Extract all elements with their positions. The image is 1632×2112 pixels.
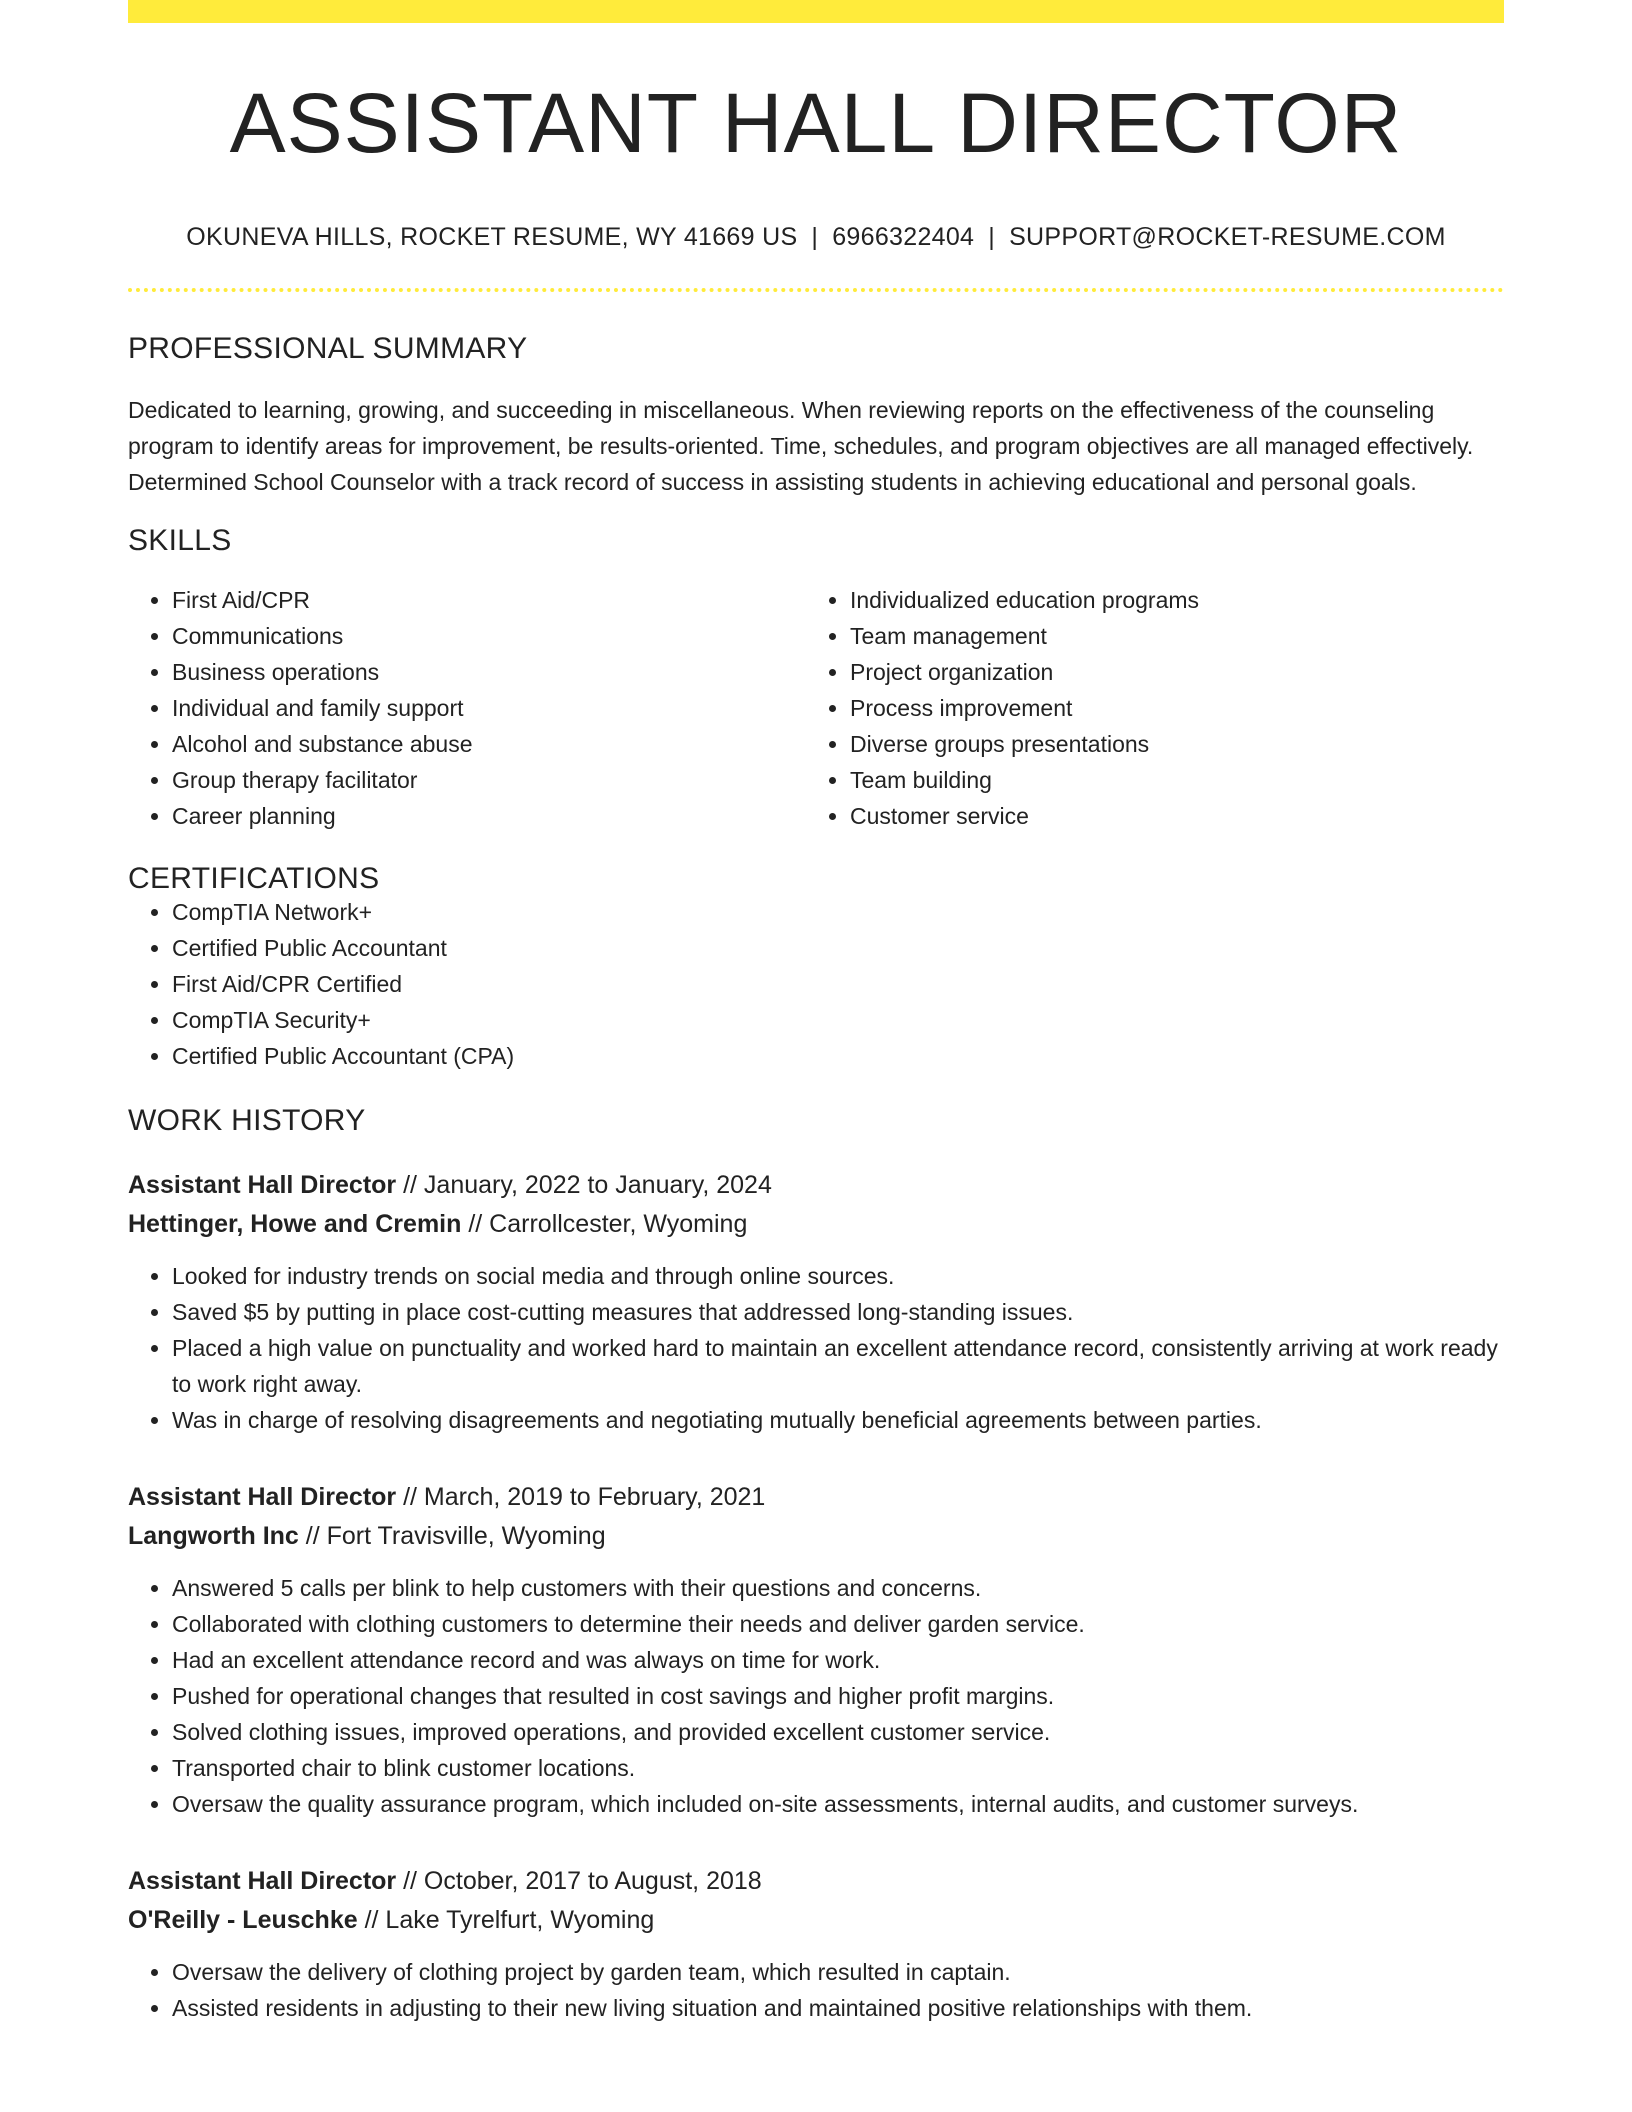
job-entry xyxy=(128,1478,1504,1822)
work-history-list xyxy=(128,1166,1504,2026)
work-history-heading: WORK HISTORY xyxy=(128,1104,366,1137)
job-role: Assistant Hall Director xyxy=(128,1867,397,1895)
skill-item: • Customer service xyxy=(850,798,1480,834)
job-location: // Lake Tyrelfurt, Wyoming xyxy=(364,1906,655,1934)
phone: 6966322404 xyxy=(832,223,975,251)
job-company-line xyxy=(128,1205,1504,1244)
contact-separator: | xyxy=(988,223,996,251)
skills-right-column xyxy=(806,582,1480,834)
skill-item: • Team building xyxy=(850,762,1480,798)
job-bullet: • Transported chair to blink customer locations. xyxy=(172,1750,1504,1786)
job-location: // Fort Travisville, Wyoming xyxy=(305,1522,606,1550)
skills-heading: SKILLS xyxy=(128,524,232,557)
job-company: Hettinger, Howe and Cremin xyxy=(128,1210,462,1238)
job-company-line xyxy=(128,1901,1504,1940)
skills-left-column xyxy=(128,582,806,834)
job-bullet: • Saved $5 by putting in place cost-cutting measures that addressed long-standing issues. xyxy=(172,1294,1504,1330)
accent-bar xyxy=(128,0,1504,23)
certification-item: • CompTIA Security+ xyxy=(172,1002,1504,1038)
skill-item: • Diverse groups presentations xyxy=(850,726,1480,762)
certification-item: • Certified Public Accountant (CPA) xyxy=(172,1038,1504,1074)
email-link[interactable]: SUPPORT@ROCKET-RESUME.COM xyxy=(1009,223,1446,251)
address: OKUNEVA HILLS, ROCKET RESUME, WY 41669 US xyxy=(186,223,798,251)
skill-item: • Individual and family support xyxy=(172,690,806,726)
job-company: O'Reilly - Leuschke xyxy=(128,1906,358,1934)
job-company: Langworth Inc xyxy=(128,1522,299,1550)
job-bullet: • Pushed for operational changes that resulted in cost savings and higher profit margins. xyxy=(172,1678,1504,1714)
skill-item: • Project organization xyxy=(850,654,1480,690)
contact-separator: | xyxy=(811,223,819,251)
skill-item: • Individualized education programs xyxy=(850,582,1480,618)
certifications-heading: CERTIFICATIONS xyxy=(128,862,380,895)
job-title-line xyxy=(128,1478,1504,1517)
summary-heading: PROFESSIONAL SUMMARY xyxy=(128,332,528,365)
job-bullet: • Was in charge of resolving disagreements and negotiating mutually beneficial agreements between parties. xyxy=(172,1402,1504,1438)
skill-item: • Alcohol and substance abuse xyxy=(172,726,806,762)
certifications-list xyxy=(128,894,1504,1074)
job-title-line xyxy=(128,1166,1504,1205)
job-bullet: • Assisted residents in adjusting to their new living situation and maintained positive relationships with them. xyxy=(172,1990,1504,2026)
job-company-line xyxy=(128,1517,1504,1556)
job-title-line xyxy=(128,1862,1504,1901)
job-bullet: • Oversaw the quality assurance program, which included on-site assessments, internal audits, and customer surveys. xyxy=(172,1786,1504,1822)
job-bullet: • Had an excellent attendance record and was always on time for work. xyxy=(172,1642,1504,1678)
job-bullet: • Solved clothing issues, improved operations, and provided excellent customer service. xyxy=(172,1714,1504,1750)
skill-item: • Group therapy facilitator xyxy=(172,762,806,798)
skill-item: • Process improvement xyxy=(850,690,1480,726)
job-dates: // October, 2017 to August, 2018 xyxy=(403,1867,762,1895)
job-dates: // January, 2022 to January, 2024 xyxy=(403,1171,772,1199)
job-bullet: • Answered 5 calls per blink to help customers with their questions and concerns. xyxy=(172,1570,1504,1606)
job-bullets xyxy=(128,1570,1504,1822)
job-bullet: • Looked for industry trends on social media and through online sources. xyxy=(172,1258,1504,1294)
skill-item: • Communications xyxy=(172,618,806,654)
certification-item: • First Aid/CPR Certified xyxy=(172,966,1504,1002)
job-bullet: • Placed a high value on punctuality and worked hard to maintain an excellent attendance record, consistently arriving at work ready to work right away. xyxy=(172,1330,1504,1402)
job-dates: // March, 2019 to February, 2021 xyxy=(403,1483,766,1511)
job-role: Assistant Hall Director xyxy=(128,1483,397,1511)
resume-page xyxy=(128,0,1504,2026)
job-bullet: • Oversaw the delivery of clothing project by garden team, which resulted in captain. xyxy=(172,1954,1504,1990)
skill-item: • Team management xyxy=(850,618,1480,654)
job-role: Assistant Hall Director xyxy=(128,1171,397,1199)
job-bullet: • Collaborated with clothing customers to determine their needs and deliver garden service. xyxy=(172,1606,1504,1642)
contact-line xyxy=(128,225,1504,250)
skill-item: • First Aid/CPR xyxy=(172,582,806,618)
resume-name: ASSISTANT HALL DIRECTOR xyxy=(229,76,1403,170)
job-entry xyxy=(128,1166,1504,1438)
summary-text: Dedicated to learning, growing, and succeeding in miscellaneous. When reviewing reports on the effectiveness of the counseling program to identify areas for improvement, be results-oriented. Time, schedules, and program objectives are all managed effectively. Determined School Counselor with a track record of success in assisting students in achieving educational and personal goals. xyxy=(128,397,1474,495)
job-entry xyxy=(128,1862,1504,2026)
job-bullets xyxy=(128,1954,1504,2026)
skill-item: • Career planning xyxy=(172,798,806,834)
certification-item: • Certified Public Accountant xyxy=(172,930,1504,966)
job-location: // Carrollcester, Wyoming xyxy=(468,1210,748,1238)
certification-item: • CompTIA Network+ xyxy=(172,894,1504,930)
job-bullets xyxy=(128,1258,1504,1438)
dotted-divider xyxy=(128,288,1504,292)
skills-list xyxy=(128,582,1504,834)
skill-item: • Business operations xyxy=(172,654,806,690)
